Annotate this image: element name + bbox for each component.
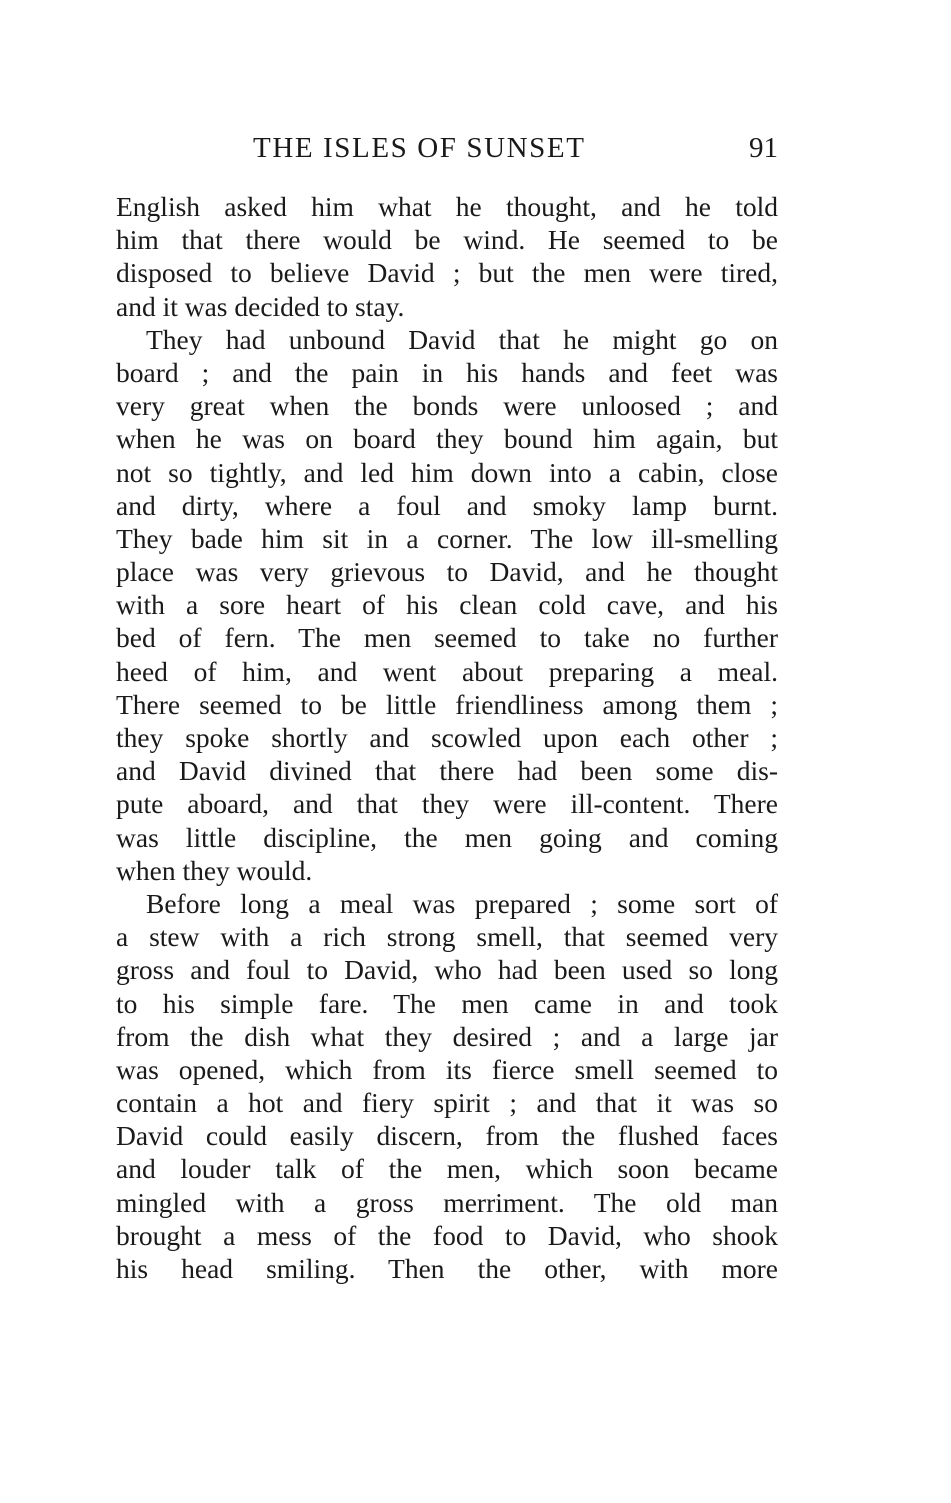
text-line: when he was on board they bound him again, but [116,423,778,455]
text-line: gross and foul to David, who had been used so long [116,954,778,986]
text-line: There seemed to be little friendliness among them ; [116,688,778,720]
text-line: English asked him what he thought, and he told [116,191,778,222]
text-line: pute aboard, and that they were ill-content. There [116,788,778,820]
body-text [116,190,778,1285]
text-line: they spoke shortly and scowled upon each other ; [116,722,778,753]
text-line: with a sore heart of his clean cold cave, and his [116,589,778,621]
text-line: They had unbound David that he might go on [146,323,778,355]
text-line: brought a mess of the food to David, who shook [116,1219,778,1251]
text-line: Before long a meal was prepared ; some sort of [146,887,778,919]
text-line: when they would. [116,854,313,886]
text-line: and it was decided to stay. [116,290,405,322]
text-line: David could easily discern, from the flushed faces [116,1120,778,1152]
text-line: was little discipline, the men going and coming [116,821,778,853]
running-title: THE ISLES OF SUNSET [253,132,586,164]
text-line: to his simple fare. The men came in and took [116,987,778,1019]
text-line: contain a hot and fiery spirit ; and that it was so [116,1087,778,1119]
text-line: and dirty, where a foul and smoky lamp burnt. [116,489,778,521]
text-line: mingled with a gross merriment. The old man [116,1186,778,1218]
text-line: and David divined that there had been some dis- [116,755,778,787]
text-line: board ; and the pain in his hands and feet was [116,356,778,388]
text-line: disposed to believe David ; but the men were tired, [116,257,778,289]
text-line: his head smiling. Then the other, with more [116,1253,778,1284]
text-line: bed of fern. The men seemed to take no further [116,622,778,654]
text-line: very great when the bonds were unloosed ; and [116,390,778,422]
page-number: 91 [749,132,778,164]
text-line: a stew with a rich strong smell, that seemed very [116,921,778,953]
text-line: They bade him sit in a corner. The low ill-smelling [116,522,778,554]
text-line: him that there would be wind. He seemed to be [116,224,778,256]
text-line: heed of him, and went about preparing a meal. [116,655,778,687]
text-line: place was very grievous to David, and he thought [116,556,778,588]
text-line: and louder talk of the men, which soon became [116,1153,778,1185]
text-line: not so tightly, and led him down into a cabin, close [116,456,778,488]
text-line: from the dish what they desired ; and a large jar [116,1020,778,1052]
running-head [116,128,778,168]
text-line: was opened, which from its fierce smell seemed to [116,1053,778,1085]
